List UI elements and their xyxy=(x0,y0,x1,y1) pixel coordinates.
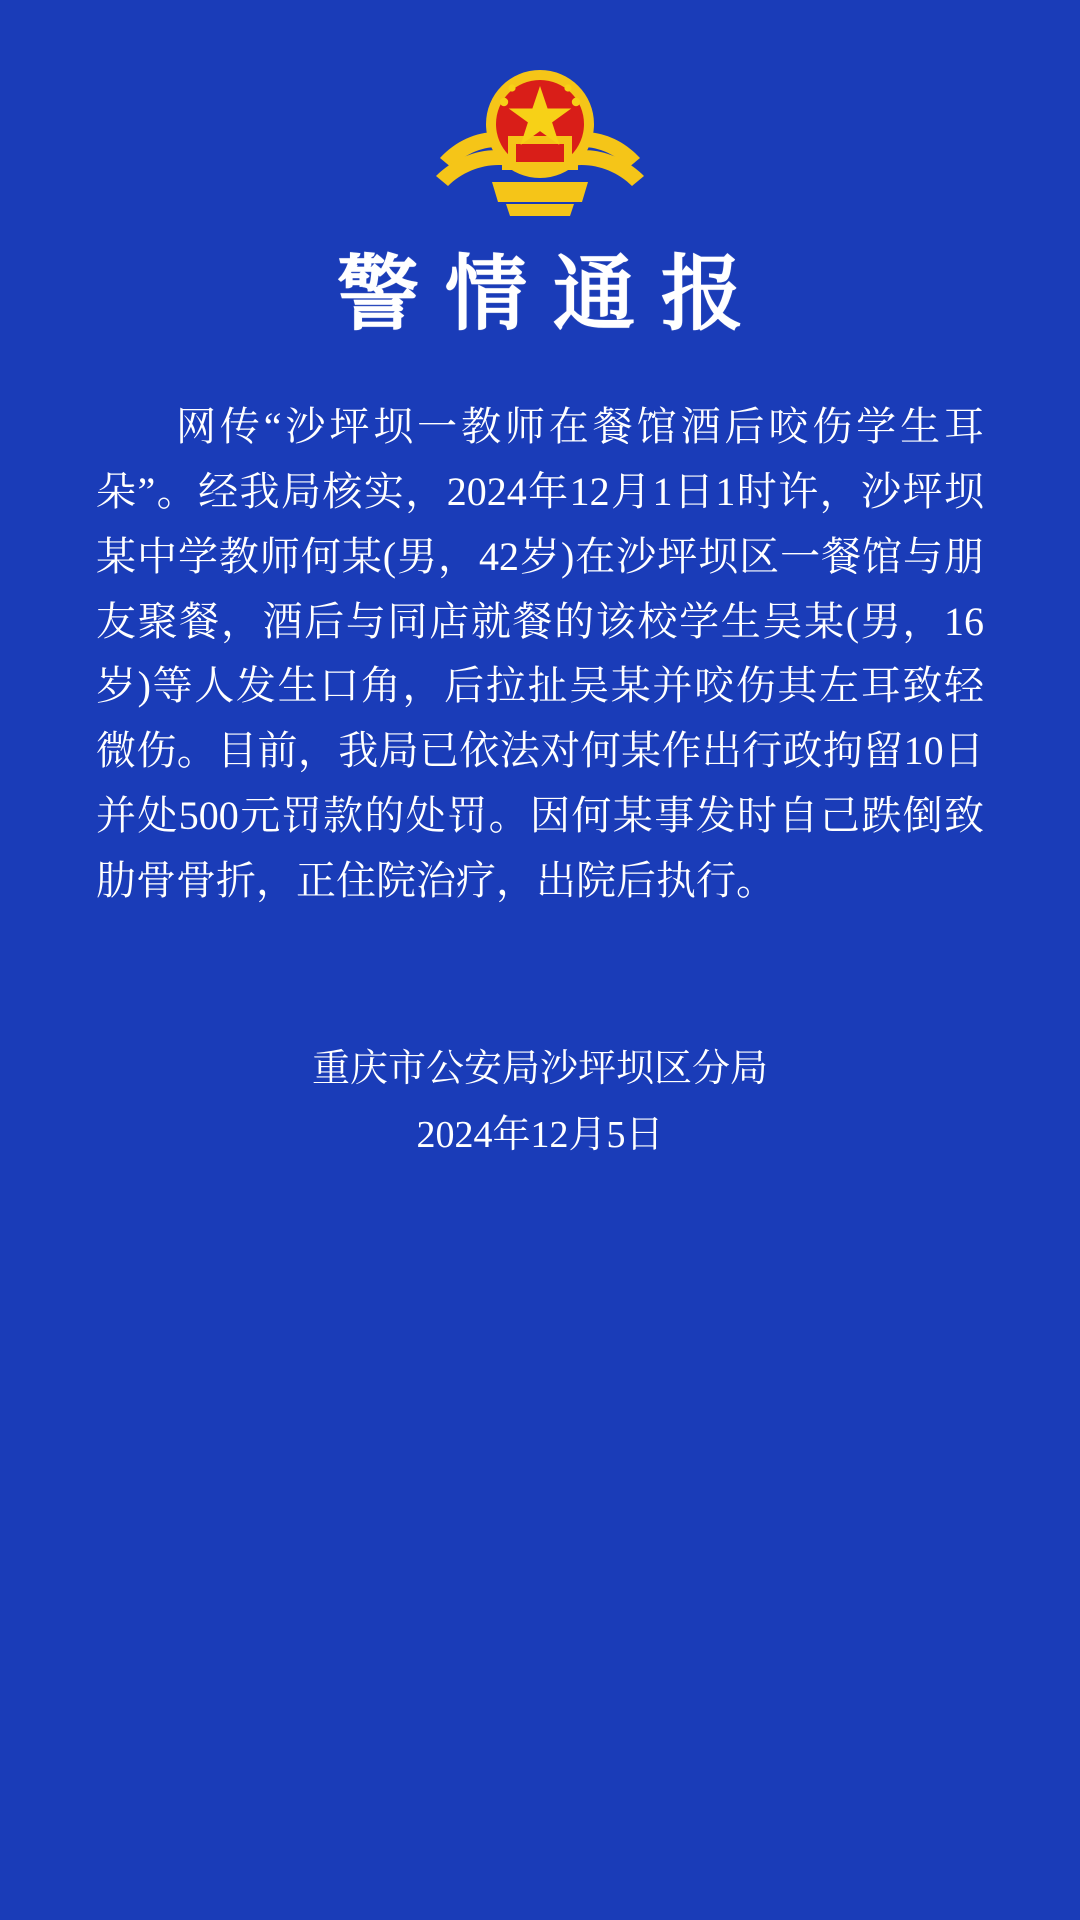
china-police-badge-icon xyxy=(430,62,650,222)
issuing-authority: 重庆市公安局沙坪坝区分局 xyxy=(311,1047,768,1090)
page-title: 警情通报 xyxy=(336,249,769,340)
signature-block xyxy=(0,1036,1080,1169)
emblem-container xyxy=(0,0,1080,222)
issue-date: 2024年12月5日 xyxy=(416,1114,664,1156)
notice-body: 网传“沙坪坝一教师在餐馆酒后咬伤学生耳朵”。经我局核实，2024年12月1日1时许，沙坪坝某中学教师何某(男，42岁)在沙坪坝区一餐馆与朋友聚餐，酒后与同店就餐的该校学生吴某(男，16岁)等人发生口角，后拉扯吴某并咬伤其左耳致轻微伤。目前，我局已依法对何某作出行政拘留10日并处500元罚款的处罚。因何某事发时自己跌倒致肋骨骨折，正住院治疗，出院后执行。 xyxy=(96,404,984,903)
